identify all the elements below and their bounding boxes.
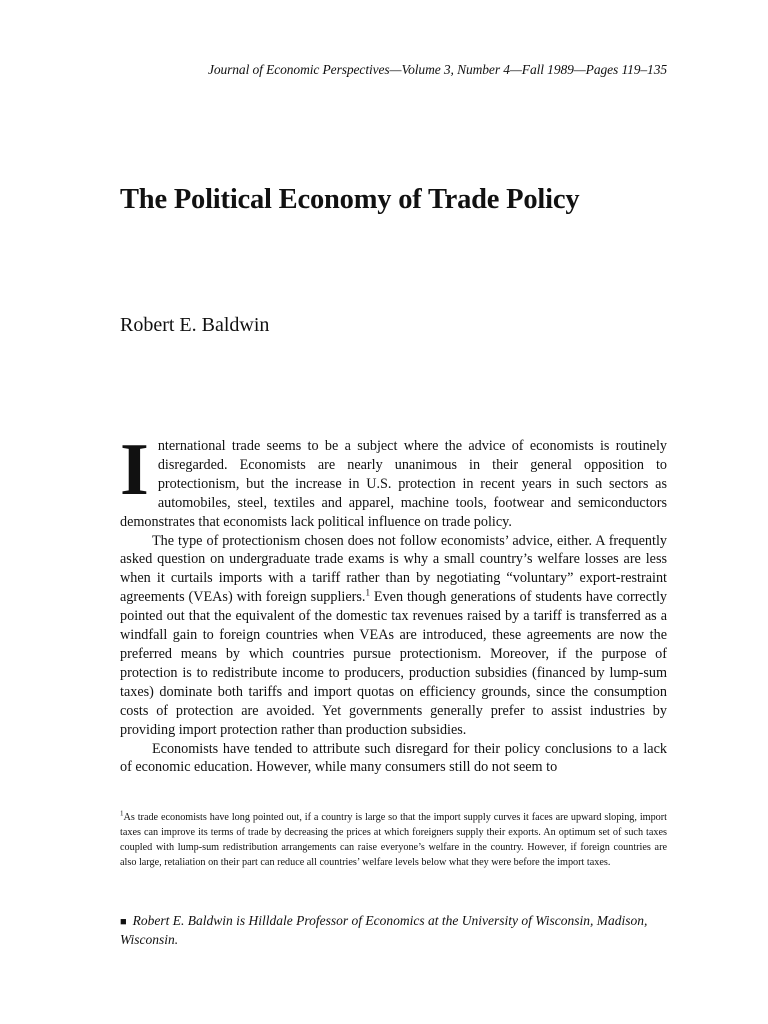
article-title: The Political Economy of Trade Policy <box>120 184 580 215</box>
body-paragraph-2-part-2: Even though generations of students have correctly pointed out that the equivalent of the domestic tax revenues raised by a tariff is transferred as a windfall gain to foreign countries when VEAs are introduced, these agreements are now the preferred means by which countries pursue protectionism. Moreover, if the purpose of protection is to redistribute income to producers, production subsidies (financed by lump-sum taxes) dominate both tariffs and import quotas on efficiency grounds, since the consumption costs of protection are avoided. Yet governments generally prefer to assist industries by providing import protection rather than production subsidies. <box>120 589 667 738</box>
footnote-reference: 1 <box>365 587 370 598</box>
body-paragraph-2 <box>120 532 667 740</box>
author-note-text: Robert E. Baldwin is Hilldale Professor of Economics at the University of Wisconsin, Madison, Wisconsin. <box>120 913 648 947</box>
article-body <box>120 429 667 777</box>
body-paragraph-2-part-1: The type of protectionism chosen does not follow economists’ advice, either. A frequently asked question on undergraduate trade exams is why a small country’s welfare losses are less when it curtails imports with a tariff rather than by negotiating “voluntary” export-restraint agreements (VEAs) with foreign suppliers. <box>120 532 667 606</box>
body-paragraph-3: Economists have tended to attribute such disregard for their policy conclusions to a lack of economic education. However, while many consumers still do not seem to <box>120 740 667 776</box>
author-note <box>120 912 667 949</box>
body-paragraph-1 <box>120 429 667 532</box>
drop-cap: I <box>120 429 149 511</box>
article-author: Robert E. Baldwin <box>120 314 270 336</box>
running-head: Journal of Economic Perspectives—Volume 3, Number 4—Fall 1989—Pages 119–135 <box>207 62 667 77</box>
footnote-text: As trade economists have long pointed out, if a country is large so that the import supply curves it faces are upward sloping, import taxes can improve its terms of trade by decreasing the prices at which foreigners supply their exports. An optimum set of such taxes coupled with lump-sum redistribution arrangements can raise everyone’s welfare in the country. However, if foreign countries are also large, retaliation on their part can reduce all countries’ welfare levels below what they were before the import taxes. <box>120 812 667 868</box>
footnote <box>120 810 667 870</box>
body-paragraph-1-text: nternational trade seems to be a subject where the advice of economists is routinely disregarded. Economists are nearly unanimous in their general opposition to protectionism, but the increase in U.S. protection in recent years in such sectors as automobiles, steel, textiles and apparel, machine tools, footwear and semiconductors demonstrates that economists lack political influence on trade policy. <box>120 438 667 530</box>
footnote-mark: 1 <box>120 809 124 818</box>
square-bullet-icon: ■ <box>120 916 127 928</box>
